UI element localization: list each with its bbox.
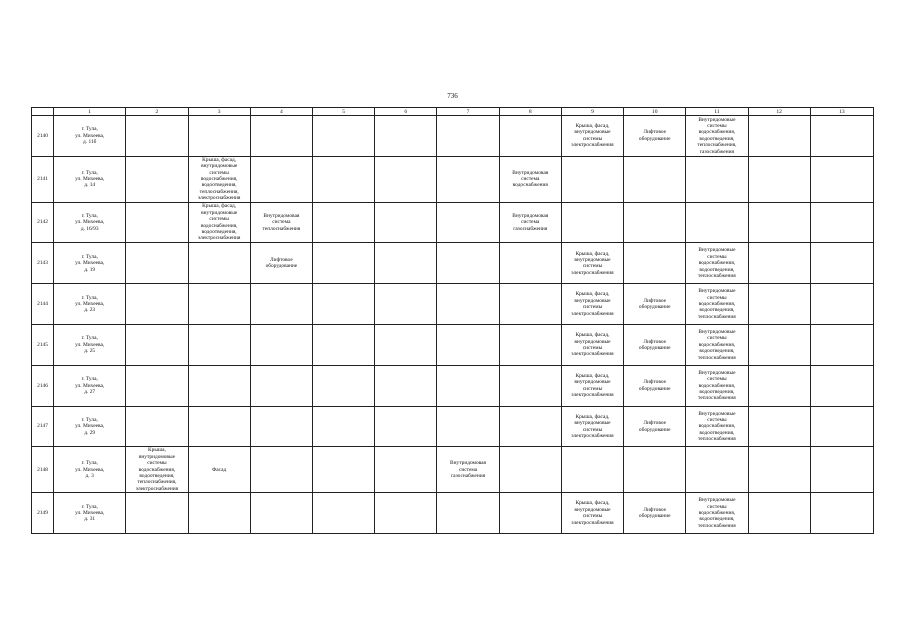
work-type-cell [250,284,312,325]
work-type-cell [375,156,437,202]
work-type-cell [250,493,312,534]
row-number-cell [32,284,54,325]
cell-text: Лифтовое оборудование [638,379,671,392]
work-type-cell [250,156,312,202]
work-type-cell [188,243,250,284]
table-body [32,116,874,534]
table-row [32,116,874,157]
work-type-cell [437,406,499,447]
cell-text: г. Тула, ул. Михеева, д. 23 [75,294,105,314]
cell-text: Лифтовое оборудование [638,129,671,142]
address-cell [54,116,126,157]
column-header: 4 [250,108,312,116]
address-cell [54,365,126,406]
cell-text: Внутридомовые системы водоснабжения, водоотведения, теплоснабжения [698,497,736,529]
work-type-cell [748,116,810,157]
address-cell [54,493,126,534]
work-type-cell [375,116,437,157]
work-type-cell [686,406,748,447]
work-type-cell [561,447,623,493]
work-type-cell [188,325,250,366]
work-type-cell [312,284,374,325]
address-cell [54,243,126,284]
work-type-cell [126,202,188,243]
work-type-cell [126,493,188,534]
table-row [32,493,874,534]
work-type-cell [748,284,810,325]
work-type-cell [748,156,810,202]
address-cell [54,325,126,366]
cell-text: Лифтовое оборудование [638,297,671,311]
column-header: 12 [748,108,810,116]
work-type-cell [375,284,437,325]
column-header: 8 [499,108,561,116]
work-type-cell [437,116,499,157]
work-type-cell [375,243,437,284]
work-type-cell [748,365,810,406]
column-header-blank [32,108,54,116]
work-type-cell [561,325,623,366]
work-type-cell [624,406,686,447]
column-header: 6 [375,108,437,116]
cell-text: Внутридомовая система теплоснабжения [262,212,301,232]
work-type-cell [499,284,561,325]
cell-text: 2144 [37,300,48,307]
address-cell [54,202,126,243]
work-type-cell [312,156,374,202]
address-cell [54,447,126,493]
work-type-cell [624,365,686,406]
row-number-cell [32,325,54,366]
work-type-cell [686,493,748,534]
work-type-cell [188,156,250,202]
work-type-cell [499,493,561,534]
cell-text: Внутридомовая система газоснабжения [450,460,487,480]
work-type-cell [188,365,250,406]
work-type-cell [810,325,873,366]
cell-text: 2145 [37,341,48,348]
work-type-cell [686,447,748,493]
work-type-cell [437,325,499,366]
work-type-cell [686,365,748,406]
work-type-cell [375,365,437,406]
cell-text: 2147 [37,423,48,430]
work-type-cell [810,284,873,325]
cell-text: 2146 [37,382,48,389]
cell-text: Крыша, фасад, внутридомовые системы электроснабжения [571,123,614,149]
cell-text: Лифтовое оборудование [638,338,671,351]
row-number-cell [32,406,54,447]
cell-text: 2142 [37,219,48,226]
repair-schedule-table [31,107,874,534]
table-row [32,243,874,284]
work-type-cell [810,447,873,493]
cell-text: Крыша, фасад, внутридомовые системы электроснабжения [571,291,614,317]
cell-text: Крыша, фасад, внутридомовые системы электроснабжения [571,500,614,526]
cell-text: г. Тула, ул. Михеева, д. 11б [75,126,105,146]
work-type-cell [810,493,873,534]
work-type-cell [312,493,374,534]
work-type-cell [188,202,250,243]
cell-text: Внутридомовые системы водоснабжения, водоотведения, теплоснабжения [698,288,736,320]
work-type-cell [312,365,374,406]
work-type-cell [250,325,312,366]
work-type-cell [748,447,810,493]
table-row [32,284,874,325]
work-type-cell [375,447,437,493]
column-header: 9 [561,108,623,116]
row-number-cell [32,202,54,243]
cell-text: 2141 [37,176,48,183]
work-type-cell [126,284,188,325]
work-type-cell [748,325,810,366]
cell-text: 2148 [37,466,48,473]
work-type-cell [126,325,188,366]
work-type-cell [250,116,312,157]
work-type-cell [686,325,748,366]
work-type-cell [561,406,623,447]
work-type-cell [250,202,312,243]
work-type-cell [561,156,623,202]
work-type-cell [312,243,374,284]
work-type-cell [561,116,623,157]
work-type-cell [748,202,810,243]
work-type-cell [686,202,748,243]
work-type-cell [499,325,561,366]
column-header: 13 [810,108,873,116]
work-type-cell [810,406,873,447]
work-type-cell [437,447,499,493]
cell-text: г. Тула, ул. Михеева, д. 16/93 [75,212,105,232]
work-type-cell [312,325,374,366]
row-number-cell [32,116,54,157]
cell-text: Внутридомовая система газоснабжения [512,212,549,232]
cell-text: Крыша, внутридомовые системы водоснабжения, водоотведения, теплоснабжения, электроснабжения [135,447,179,492]
work-type-cell [312,116,374,157]
work-type-cell [686,243,748,284]
work-type-cell [810,243,873,284]
work-type-cell [624,493,686,534]
table-row [32,365,874,406]
column-header: 3 [188,108,250,116]
cell-text: Крыша, фасад, внутридомовые системы водоснабжения, водоотведения, электроснабжения [197,203,241,242]
table-row [32,325,874,366]
work-type-cell [188,284,250,325]
page-number: 736 [447,92,458,100]
work-type-cell [810,202,873,243]
cell-text: Лифтовое оборудование [265,256,298,270]
work-type-cell [748,493,810,534]
cell-text: г. Тула, ул. Михеева, д. 29 [75,416,105,436]
row-number-cell [32,156,54,202]
work-type-cell [624,116,686,157]
cell-text: г. Тула, ул. Михеева, д. 27 [75,376,105,395]
column-number-row [32,108,874,116]
work-type-cell [250,447,312,493]
row-number-cell [32,243,54,284]
cell-text: 2140 [37,132,48,139]
work-type-cell [748,406,810,447]
cell-text: г. Тула, ул. Михеева, д. 14 [75,169,105,189]
table-row [32,406,874,447]
work-type-cell [437,243,499,284]
work-type-cell [126,156,188,202]
work-type-cell [499,156,561,202]
column-header: 2 [126,108,188,116]
work-type-cell [810,156,873,202]
work-type-cell [312,406,374,447]
column-header: 1 [54,108,126,116]
address-cell [54,284,126,325]
cell-text: Внутридомовые системы водоснабжения, водоотведения, теплоснабжения [698,369,736,402]
work-type-cell [188,406,250,447]
work-type-cell [686,156,748,202]
cell-text: Лифтовое оборудование [638,420,671,433]
work-type-cell [437,156,499,202]
work-type-cell [375,202,437,243]
table-row [32,156,874,202]
work-type-cell [499,202,561,243]
cell-text: г. Тула, ул. Михеева, д. 19 [75,253,105,273]
table-row [32,447,874,493]
work-type-cell [748,243,810,284]
work-type-cell [499,243,561,284]
cell-text: Крыша, фасад, внутридомовые системы электроснабжения [571,250,614,276]
work-type-cell [624,202,686,243]
column-header: 11 [686,108,748,116]
work-type-cell [126,116,188,157]
work-type-cell [499,116,561,157]
work-type-cell [188,447,250,493]
work-type-cell [126,365,188,406]
work-type-cell [499,365,561,406]
work-type-cell [561,202,623,243]
work-type-cell [188,116,250,157]
work-type-cell [499,406,561,447]
work-type-cell [250,406,312,447]
column-header: 5 [312,108,374,116]
work-type-cell [561,284,623,325]
address-cell [54,406,126,447]
work-type-cell [312,447,374,493]
cell-text: Внутридомовые системы водоснабжения, водоотведения, теплоснабжения, газоснабжения [697,116,737,155]
work-type-cell [810,365,873,406]
work-type-cell [437,365,499,406]
work-type-cell [624,325,686,366]
work-type-cell [312,202,374,243]
work-type-cell [499,447,561,493]
row-number-cell [32,365,54,406]
cell-text: Фасад [212,466,227,473]
cell-text: Крыша, фасад, внутридомовые системы электроснабжения [571,413,614,439]
work-type-cell [250,243,312,284]
work-type-cell [437,202,499,243]
work-type-cell [561,365,623,406]
cell-text: Внутридомовые системы водоснабжения, водоотведения, теплоснабжения [698,410,736,443]
work-type-cell [624,243,686,284]
work-type-cell [686,284,748,325]
column-header: 7 [437,108,499,116]
work-type-cell [375,493,437,534]
cell-text: 2143 [37,260,48,267]
work-type-cell [624,156,686,202]
work-type-cell [686,116,748,157]
work-type-cell [250,365,312,406]
cell-text: Внутридомовая система водоснабжения [512,169,549,189]
work-type-cell [624,284,686,325]
cell-text: г. Тула, ул. Михеева, д. 31 [75,503,105,523]
cell-text: Крыша, фасад, внутридомовые системы электроснабжения [571,332,614,358]
work-type-cell [188,493,250,534]
work-type-cell [126,243,188,284]
work-type-cell [126,406,188,447]
work-type-cell [810,116,873,157]
cell-text: Внутридомовые системы водоснабжения, водоотведения, теплоснабжения [698,328,736,361]
cell-text: Крыша, фасад, внутридомовые системы электроснабжения [571,372,614,399]
column-header: 10 [624,108,686,116]
cell-text: Внутридомовые системы водоснабжения, водоотведения, теплоснабжения [698,247,736,279]
row-number-cell [32,447,54,493]
work-type-cell [437,284,499,325]
row-number-cell [32,493,54,534]
work-type-cell [437,493,499,534]
cell-text: 2149 [37,509,48,516]
work-type-cell [375,406,437,447]
work-type-cell [561,243,623,284]
work-type-cell [126,447,188,493]
table-row [32,202,874,243]
work-type-cell [375,325,437,366]
cell-text: г. Тула, ул. Михеева, д. 25 [75,335,105,355]
work-type-cell [561,493,623,534]
address-cell [54,156,126,202]
work-type-cell [624,447,686,493]
cell-text: Лифтовое оборудование [638,506,671,520]
cell-text: Крыша, фасад, внутридомовые системы водоснабжения, водоотведения, теплоснабжения, электроснабжения [197,156,241,202]
cell-text: г. Тула, ул. Михеева, д. 3 [75,460,105,480]
